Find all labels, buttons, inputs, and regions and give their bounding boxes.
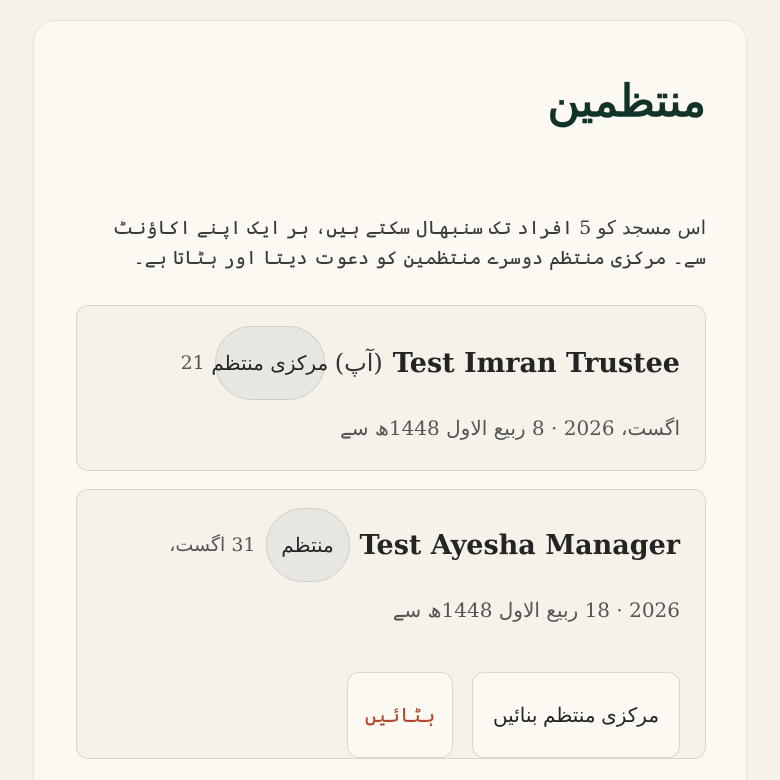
role-badge: مرکزی منتظم (215, 326, 325, 400)
remove-button[interactable]: ہٹائیں (347, 672, 453, 758)
manager-name: Test Imran Trustee (392, 347, 680, 379)
since-date: اگست، 2026 · 8 ربیع الاول 1448ھ سے (340, 416, 680, 440)
manager-header-row (181, 326, 680, 400)
section-description: اس مسجد کو 5 افراد تک سنبھال سکتے ہیں، ہر ایک اپنے اکاؤنٹ سے۔ مرکزی منتظم دوسرے منتظمین کو دعوت دیتا اور ہٹاتا ہے۔ (112, 217, 706, 269)
managers-panel (33, 20, 747, 780)
promote-button[interactable]: مرکزی منتظم بنائیں (472, 672, 680, 758)
manager-name: Test Ayesha Manager (359, 529, 680, 561)
manager-header-row (169, 508, 680, 582)
since-date: 2026 · 18 ربیع الاول 1448ھ سے (392, 598, 680, 622)
you-label: (آپ) (334, 349, 383, 377)
section-title: منتظمین (547, 76, 706, 127)
manager-card (76, 305, 706, 471)
since-date-lead: 31 اگست، (169, 534, 256, 556)
since-date-lead: 21 (180, 352, 205, 374)
manager-card (76, 489, 706, 759)
role-badge: منتظم (266, 508, 350, 582)
